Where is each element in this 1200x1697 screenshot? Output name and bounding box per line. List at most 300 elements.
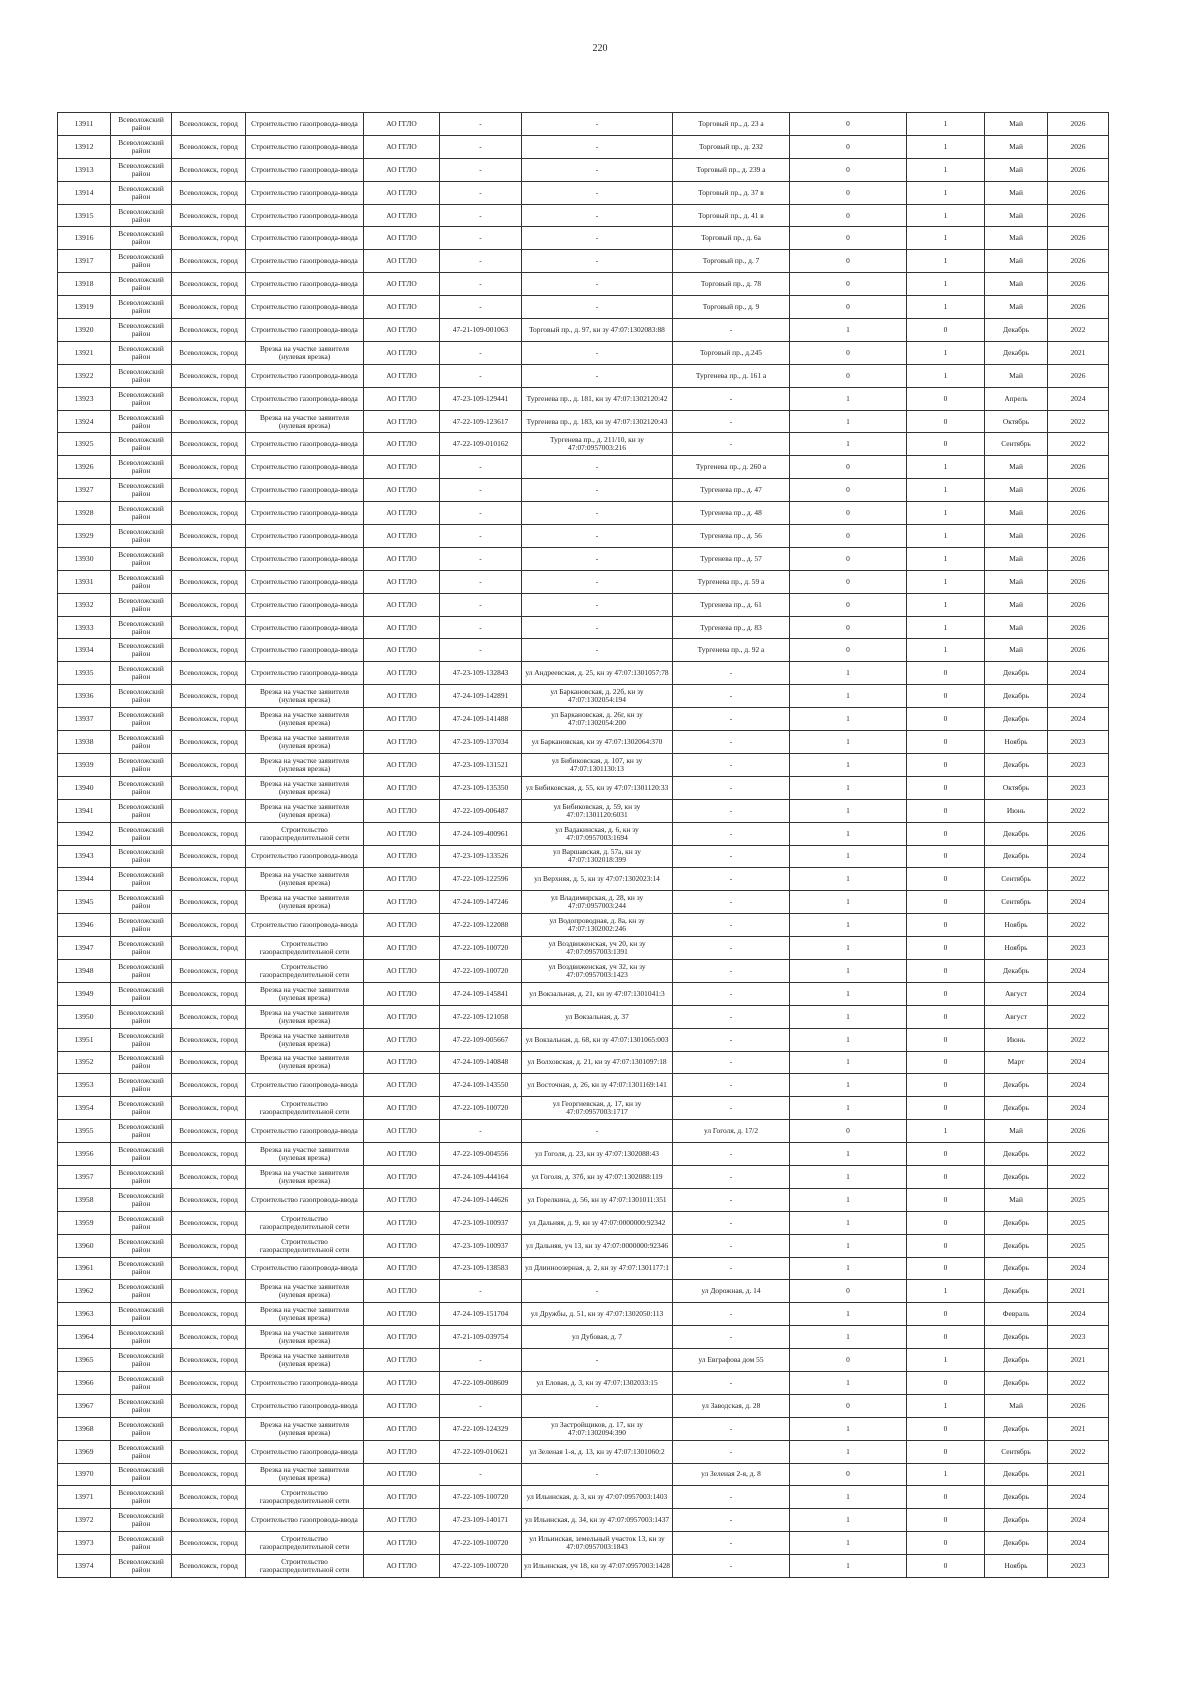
cell-value-a: 1 xyxy=(790,731,907,754)
cell-month: Ноябрь xyxy=(985,937,1048,960)
cell-cadastral-address: ул Вокзальная, д. 68, кн зу 47:07:1301065:003 xyxy=(522,1028,673,1051)
cell-row-number: 13963 xyxy=(58,1303,111,1326)
cell-row-number: 13927 xyxy=(58,479,111,502)
cell-cadastral-address: - xyxy=(522,181,673,204)
cell-district: Всеволожский район xyxy=(111,1143,172,1166)
cell-row-number: 13971 xyxy=(58,1486,111,1509)
cell-settlement: Всеволожск, город xyxy=(172,456,246,479)
cell-row-number: 13933 xyxy=(58,616,111,639)
cell-application-number: - xyxy=(440,1349,522,1372)
cell-organization: АО ГГЛО xyxy=(364,158,440,181)
cell-month: Август xyxy=(985,982,1048,1005)
cell-row-number: 13911 xyxy=(58,113,111,136)
table-row xyxy=(58,1509,1109,1532)
cell-application-number: - xyxy=(440,204,522,227)
cell-work-type: Врезка на участке заявителя (нулевая врезка) xyxy=(246,982,364,1005)
cell-application-number: 47-22-109-100720 xyxy=(440,1555,522,1578)
cell-month: Декабрь xyxy=(985,1417,1048,1440)
cell-cadastral-address: ул Вокзальная, д. 37 xyxy=(522,1005,673,1028)
table-row xyxy=(58,570,1109,593)
cell-month: Сентябрь xyxy=(985,868,1048,891)
cell-work-type: Строительство газопровода-ввода xyxy=(246,1509,364,1532)
cell-cadastral-address: Тургенева пр., д. 211/10, кн зу 47:07:0957003:216 xyxy=(522,433,673,456)
cell-application-number: - xyxy=(440,158,522,181)
cell-work-type: Врезка на участке заявителя (нулевая врезка) xyxy=(246,1463,364,1486)
cell-object-address: - xyxy=(673,1509,790,1532)
cell-settlement: Всеволожск, город xyxy=(172,525,246,548)
cell-month: Май xyxy=(985,639,1048,662)
cell-settlement: Всеволожск, город xyxy=(172,502,246,525)
cell-object-address: Торговый пр., д. 78 xyxy=(673,273,790,296)
cell-value-b: 1 xyxy=(907,639,985,662)
cell-work-type: Строительство газопровода-ввода xyxy=(246,296,364,319)
cell-settlement: Всеволожск, город xyxy=(172,250,246,273)
cell-settlement: Всеволожск, город xyxy=(172,662,246,685)
cell-year: 2026 xyxy=(1048,525,1109,548)
cell-month: Декабрь xyxy=(985,1532,1048,1555)
cell-year: 2025 xyxy=(1048,1211,1109,1234)
cell-application-number: - xyxy=(440,456,522,479)
cell-organization: АО ГГЛО xyxy=(364,1280,440,1303)
cell-row-number: 13973 xyxy=(58,1532,111,1555)
table-row xyxy=(58,1005,1109,1028)
cell-application-number: 47-22-109-100720 xyxy=(440,1097,522,1120)
cell-year: 2024 xyxy=(1048,1074,1109,1097)
cell-month: Май xyxy=(985,135,1048,158)
cell-row-number: 13918 xyxy=(58,273,111,296)
cell-value-b: 0 xyxy=(907,1143,985,1166)
cell-value-a: 0 xyxy=(790,479,907,502)
cell-object-address: - xyxy=(673,319,790,342)
cell-work-type: Строительство газопровода-ввода xyxy=(246,135,364,158)
cell-settlement: Всеволожск, город xyxy=(172,1440,246,1463)
table-row xyxy=(58,1028,1109,1051)
cell-month: Август xyxy=(985,1005,1048,1028)
cell-row-number: 13964 xyxy=(58,1326,111,1349)
cell-year: 2022 xyxy=(1048,410,1109,433)
table-row xyxy=(58,1188,1109,1211)
cell-row-number: 13919 xyxy=(58,296,111,319)
cell-settlement: Всеволожск, город xyxy=(172,1165,246,1188)
cell-value-a: 1 xyxy=(790,1509,907,1532)
cell-organization: АО ГГЛО xyxy=(364,1326,440,1349)
cell-cadastral-address: - xyxy=(522,479,673,502)
cell-cadastral-address: ул Ильинская, д. 34, кн зу 47:07:0957003:1437 xyxy=(522,1509,673,1532)
cell-object-address: - xyxy=(673,1486,790,1509)
table-row xyxy=(58,1486,1109,1509)
cell-row-number: 13937 xyxy=(58,708,111,731)
cell-object-address: - xyxy=(673,822,790,845)
cell-cadastral-address: - xyxy=(522,1280,673,1303)
cell-work-type: Строительство газораспределительной сети xyxy=(246,822,364,845)
cell-value-b: 1 xyxy=(907,113,985,136)
cell-application-number: - xyxy=(440,479,522,502)
cell-settlement: Всеволожск, город xyxy=(172,845,246,868)
table-row xyxy=(58,822,1109,845)
cell-value-b: 0 xyxy=(907,959,985,982)
cell-object-address: - xyxy=(673,799,790,822)
cell-year: 2021 xyxy=(1048,341,1109,364)
cell-value-a: 1 xyxy=(790,1303,907,1326)
cell-district: Всеволожский район xyxy=(111,1394,172,1417)
cell-object-address: Тургенева пр., д. 48 xyxy=(673,502,790,525)
cell-row-number: 13952 xyxy=(58,1051,111,1074)
cell-settlement: Всеволожск, город xyxy=(172,1417,246,1440)
cell-organization: АО ГГЛО xyxy=(364,1028,440,1051)
cell-year: 2024 xyxy=(1048,1051,1109,1074)
table-row xyxy=(58,937,1109,960)
cell-month: Декабрь xyxy=(985,1165,1048,1188)
cell-settlement: Всеволожск, город xyxy=(172,1234,246,1257)
cell-year: 2022 xyxy=(1048,1143,1109,1166)
cell-row-number: 13948 xyxy=(58,959,111,982)
cell-application-number: 47-22-109-100720 xyxy=(440,937,522,960)
cell-value-a: 0 xyxy=(790,158,907,181)
cell-cadastral-address: Тургенева пр., д. 181, кн зу 47:07:1302120:42 xyxy=(522,387,673,410)
cell-work-type: Строительство газопровода-ввода xyxy=(246,113,364,136)
cell-application-number: 47-24-109-141488 xyxy=(440,708,522,731)
cell-value-b: 0 xyxy=(907,1005,985,1028)
cell-cadastral-address: - xyxy=(522,502,673,525)
cell-settlement: Всеволожск, город xyxy=(172,1463,246,1486)
cell-value-b: 1 xyxy=(907,616,985,639)
cell-object-address: - xyxy=(673,1074,790,1097)
cell-settlement: Всеволожск, город xyxy=(172,685,246,708)
table-row xyxy=(58,593,1109,616)
table-row xyxy=(58,776,1109,799)
cell-district: Всеволожский район xyxy=(111,158,172,181)
cell-work-type: Строительство газораспределительной сети xyxy=(246,959,364,982)
cell-settlement: Всеволожск, город xyxy=(172,891,246,914)
table-body xyxy=(58,113,1109,1578)
cell-row-number: 13940 xyxy=(58,776,111,799)
cell-row-number: 13956 xyxy=(58,1143,111,1166)
cell-month: Май xyxy=(985,479,1048,502)
cell-application-number: 47-22-109-122088 xyxy=(440,914,522,937)
cell-district: Всеволожский район xyxy=(111,204,172,227)
cell-year: 2021 xyxy=(1048,1280,1109,1303)
cell-value-b: 1 xyxy=(907,456,985,479)
table-row xyxy=(58,387,1109,410)
table-row xyxy=(58,868,1109,891)
table-row xyxy=(58,799,1109,822)
cell-row-number: 13928 xyxy=(58,502,111,525)
cell-work-type: Строительство газопровода-ввода xyxy=(246,181,364,204)
cell-month: Ноябрь xyxy=(985,914,1048,937)
cell-value-a: 0 xyxy=(790,341,907,364)
cell-month: Декабрь xyxy=(985,959,1048,982)
cell-month: Декабрь xyxy=(985,685,1048,708)
cell-cadastral-address: - xyxy=(522,525,673,548)
cell-value-a: 1 xyxy=(790,1532,907,1555)
cell-month: Май xyxy=(985,525,1048,548)
cell-application-number: - xyxy=(440,341,522,364)
cell-value-a: 0 xyxy=(790,296,907,319)
cell-year: 2026 xyxy=(1048,456,1109,479)
cell-organization: АО ГГЛО xyxy=(364,1143,440,1166)
table-row xyxy=(58,1257,1109,1280)
cell-work-type: Строительство газопровода-ввода xyxy=(246,914,364,937)
cell-district: Всеволожский район xyxy=(111,731,172,754)
cell-value-a: 1 xyxy=(790,982,907,1005)
cell-year: 2026 xyxy=(1048,1394,1109,1417)
cell-value-b: 0 xyxy=(907,1326,985,1349)
cell-row-number: 13929 xyxy=(58,525,111,548)
cell-application-number: 47-22-109-100720 xyxy=(440,1486,522,1509)
cell-value-b: 0 xyxy=(907,1509,985,1532)
cell-application-number: 47-23-109-135350 xyxy=(440,776,522,799)
cell-organization: АО ГГЛО xyxy=(364,1417,440,1440)
cell-value-b: 0 xyxy=(907,1417,985,1440)
cell-value-b: 1 xyxy=(907,181,985,204)
cell-value-a: 0 xyxy=(790,570,907,593)
cell-settlement: Всеволожск, город xyxy=(172,547,246,570)
cell-application-number: - xyxy=(440,547,522,570)
cell-row-number: 13913 xyxy=(58,158,111,181)
cell-application-number: - xyxy=(440,181,522,204)
cell-value-b: 0 xyxy=(907,1440,985,1463)
cell-work-type: Строительство газопровода-ввода xyxy=(246,1257,364,1280)
cell-value-a: 1 xyxy=(790,1371,907,1394)
cell-year: 2024 xyxy=(1048,1509,1109,1532)
cell-organization: АО ГГЛО xyxy=(364,685,440,708)
cell-year: 2026 xyxy=(1048,181,1109,204)
cell-object-address: - xyxy=(673,1326,790,1349)
cell-organization: АО ГГЛО xyxy=(364,1303,440,1326)
cell-work-type: Строительство газопровода-ввода xyxy=(246,616,364,639)
cell-row-number: 13914 xyxy=(58,181,111,204)
cell-month: Май xyxy=(985,616,1048,639)
cell-application-number: 47-23-109-100937 xyxy=(440,1211,522,1234)
cell-month: Декабрь xyxy=(985,845,1048,868)
cell-application-number: 47-22-109-005667 xyxy=(440,1028,522,1051)
cell-work-type: Строительство газопровода-ввода xyxy=(246,204,364,227)
cell-value-a: 1 xyxy=(790,433,907,456)
cell-district: Всеволожский район xyxy=(111,1028,172,1051)
cell-district: Всеволожский район xyxy=(111,1555,172,1578)
cell-year: 2024 xyxy=(1048,891,1109,914)
table-row xyxy=(58,479,1109,502)
cell-organization: АО ГГЛО xyxy=(364,1257,440,1280)
cell-value-a: 1 xyxy=(790,1326,907,1349)
cell-month: Май xyxy=(985,364,1048,387)
cell-district: Всеволожский район xyxy=(111,525,172,548)
cell-district: Всеволожский район xyxy=(111,1165,172,1188)
cell-district: Всеволожский район xyxy=(111,1303,172,1326)
cell-application-number: - xyxy=(440,1394,522,1417)
cell-settlement: Всеволожск, город xyxy=(172,731,246,754)
table-row xyxy=(58,1120,1109,1143)
cell-object-address: ул Заводская, д. 28 xyxy=(673,1394,790,1417)
cell-application-number: - xyxy=(440,1120,522,1143)
cell-value-a: 0 xyxy=(790,181,907,204)
cell-value-b: 0 xyxy=(907,685,985,708)
cell-month: Декабрь xyxy=(985,1349,1048,1372)
cell-organization: АО ГГЛО xyxy=(364,799,440,822)
cell-settlement: Всеволожск, город xyxy=(172,822,246,845)
cell-value-b: 0 xyxy=(907,799,985,822)
cell-application-number: 47-22-109-122596 xyxy=(440,868,522,891)
cell-object-address: - xyxy=(673,433,790,456)
cell-month: Октябрь xyxy=(985,776,1048,799)
cell-cadastral-address: ул Владимирская, д. 28, кн зу 47:07:0957003:244 xyxy=(522,891,673,914)
cell-value-b: 1 xyxy=(907,1120,985,1143)
cell-month: Декабрь xyxy=(985,822,1048,845)
cell-month: Июнь xyxy=(985,1028,1048,1051)
cell-month: Ноябрь xyxy=(985,731,1048,754)
table-row xyxy=(58,914,1109,937)
cell-object-address: - xyxy=(673,868,790,891)
table-row xyxy=(58,525,1109,548)
cell-organization: АО ГГЛО xyxy=(364,250,440,273)
cell-value-b: 1 xyxy=(907,341,985,364)
cell-value-b: 0 xyxy=(907,1211,985,1234)
cell-month: Июнь xyxy=(985,799,1048,822)
cell-value-a: 0 xyxy=(790,547,907,570)
cell-row-number: 13932 xyxy=(58,593,111,616)
cell-value-a: 1 xyxy=(790,753,907,776)
cell-organization: АО ГГЛО xyxy=(364,1005,440,1028)
cell-year: 2026 xyxy=(1048,158,1109,181)
cell-organization: АО ГГЛО xyxy=(364,1120,440,1143)
cell-value-a: 0 xyxy=(790,364,907,387)
table-row xyxy=(58,685,1109,708)
cell-year: 2024 xyxy=(1048,1486,1109,1509)
cell-work-type: Строительство газопровода-ввода xyxy=(246,227,364,250)
cell-year: 2024 xyxy=(1048,845,1109,868)
cell-settlement: Всеволожск, город xyxy=(172,1486,246,1509)
cell-settlement: Всеволожск, город xyxy=(172,273,246,296)
cell-value-b: 0 xyxy=(907,868,985,891)
table-row xyxy=(58,1532,1109,1555)
cell-settlement: Всеволожск, город xyxy=(172,1394,246,1417)
cell-year: 2026 xyxy=(1048,364,1109,387)
cell-cadastral-address: ул Дружбы, д. 51, кн зу 47:07:1302050:113 xyxy=(522,1303,673,1326)
table-row xyxy=(58,708,1109,731)
table-row xyxy=(58,891,1109,914)
cell-work-type: Врезка на участке заявителя (нулевая врезка) xyxy=(246,341,364,364)
cell-organization: АО ГГЛО xyxy=(364,181,440,204)
cell-value-a: 0 xyxy=(790,1394,907,1417)
cell-value-b: 1 xyxy=(907,273,985,296)
cell-work-type: Врезка на участке заявителя (нулевая врезка) xyxy=(246,753,364,776)
cell-month: Май xyxy=(985,547,1048,570)
cell-row-number: 13936 xyxy=(58,685,111,708)
cell-row-number: 13922 xyxy=(58,364,111,387)
cell-row-number: 13953 xyxy=(58,1074,111,1097)
cell-district: Всеволожский район xyxy=(111,1005,172,1028)
cell-object-address: - xyxy=(673,753,790,776)
cell-year: 2026 xyxy=(1048,639,1109,662)
cell-year: 2024 xyxy=(1048,685,1109,708)
cell-application-number: 47-23-109-132843 xyxy=(440,662,522,685)
cell-settlement: Всеволожск, город xyxy=(172,227,246,250)
cell-district: Всеволожский район xyxy=(111,319,172,342)
cell-application-number: - xyxy=(440,525,522,548)
cell-month: Декабрь xyxy=(985,1257,1048,1280)
cell-row-number: 13923 xyxy=(58,387,111,410)
cell-district: Всеволожский район xyxy=(111,1051,172,1074)
cell-row-number: 13926 xyxy=(58,456,111,479)
cell-object-address: Торговый пр., д. 6а xyxy=(673,227,790,250)
cell-object-address: Тургенева пр., д. 260 а xyxy=(673,456,790,479)
cell-object-address: - xyxy=(673,1532,790,1555)
cell-month: Ноябрь xyxy=(985,1555,1048,1578)
cell-value-b: 1 xyxy=(907,547,985,570)
cell-value-a: 0 xyxy=(790,593,907,616)
cell-value-b: 0 xyxy=(907,1371,985,1394)
cell-application-number: 47-22-109-010621 xyxy=(440,1440,522,1463)
table-row xyxy=(58,547,1109,570)
cell-work-type: Врезка на участке заявителя (нулевая врезка) xyxy=(246,1280,364,1303)
cell-value-b: 1 xyxy=(907,1463,985,1486)
cell-object-address: - xyxy=(673,1005,790,1028)
cell-object-address: Торговый пр., д. 41 в xyxy=(673,204,790,227)
cell-work-type: Врезка на участке заявителя (нулевая врезка) xyxy=(246,1051,364,1074)
cell-value-a: 1 xyxy=(790,1074,907,1097)
cell-value-a: 0 xyxy=(790,113,907,136)
cell-district: Всеволожский район xyxy=(111,1280,172,1303)
table-row xyxy=(58,845,1109,868)
cell-value-a: 1 xyxy=(790,1188,907,1211)
cell-value-a: 0 xyxy=(790,250,907,273)
page-number: 220 xyxy=(592,43,608,54)
cell-year: 2026 xyxy=(1048,227,1109,250)
cell-district: Всеволожский район xyxy=(111,113,172,136)
cell-cadastral-address: ул Волховская, д. 21, кн зу 47:07:1301097:18 xyxy=(522,1051,673,1074)
cell-application-number: 47-24-109-140848 xyxy=(440,1051,522,1074)
cell-month: Май xyxy=(985,570,1048,593)
cell-settlement: Всеволожск, город xyxy=(172,135,246,158)
table-row xyxy=(58,959,1109,982)
table-row xyxy=(58,204,1109,227)
cell-application-number: 47-24-109-444164 xyxy=(440,1165,522,1188)
cell-organization: АО ГГЛО xyxy=(364,547,440,570)
cell-cadastral-address: ул Воздвиженская, уч 20, кн зу 47:07:0957003:1391 xyxy=(522,937,673,960)
cell-work-type: Врезка на участке заявителя (нулевая врезка) xyxy=(246,685,364,708)
cell-district: Всеволожский район xyxy=(111,891,172,914)
cell-application-number: 47-24-109-143550 xyxy=(440,1074,522,1097)
cell-district: Всеволожский район xyxy=(111,387,172,410)
cell-value-a: 1 xyxy=(790,319,907,342)
cell-value-a: 1 xyxy=(790,1143,907,1166)
cell-year: 2022 xyxy=(1048,1028,1109,1051)
table-row xyxy=(58,273,1109,296)
cell-month: Май xyxy=(985,1120,1048,1143)
cell-application-number: - xyxy=(440,1463,522,1486)
cell-organization: АО ГГЛО xyxy=(364,914,440,937)
cell-organization: АО ГГЛО xyxy=(364,753,440,776)
cell-row-number: 13970 xyxy=(58,1463,111,1486)
cell-district: Всеволожский район xyxy=(111,1440,172,1463)
cell-value-a: 1 xyxy=(790,914,907,937)
cell-application-number: 47-23-109-100937 xyxy=(440,1234,522,1257)
cell-application-number: - xyxy=(440,135,522,158)
cell-object-address: - xyxy=(673,1097,790,1120)
cell-application-number: - xyxy=(440,113,522,136)
table-row xyxy=(58,250,1109,273)
cell-district: Всеволожский район xyxy=(111,822,172,845)
cell-work-type: Строительство газораспределительной сети xyxy=(246,1234,364,1257)
cell-work-type: Строительство газопровода-ввода xyxy=(246,1074,364,1097)
cell-settlement: Всеволожск, город xyxy=(172,1097,246,1120)
cell-organization: АО ГГЛО xyxy=(364,1463,440,1486)
cell-application-number: 47-24-109-145841 xyxy=(440,982,522,1005)
cell-object-address: Торговый пр., д. 9 xyxy=(673,296,790,319)
cell-object-address: - xyxy=(673,1555,790,1578)
cell-object-address: - xyxy=(673,914,790,937)
cell-row-number: 13955 xyxy=(58,1120,111,1143)
